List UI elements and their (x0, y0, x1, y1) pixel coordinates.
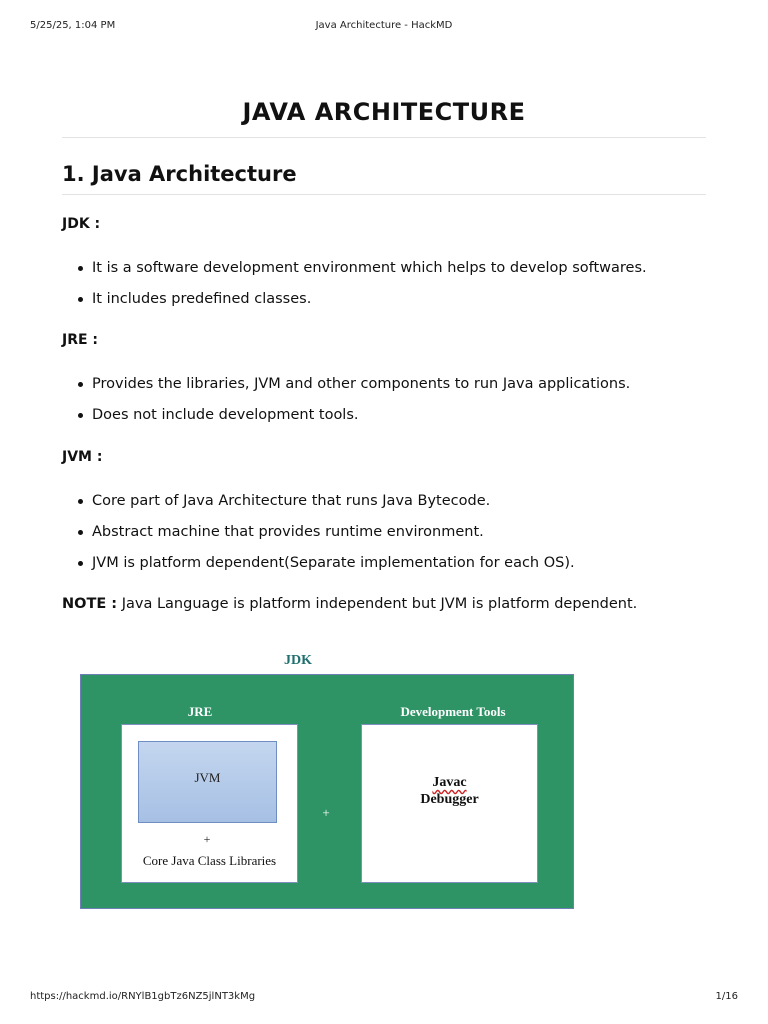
diagram-title-jdk: JDK (284, 653, 312, 668)
bullet-icon (78, 297, 83, 302)
note-paragraph (62, 596, 637, 612)
jvm-box-label: JVM (194, 770, 221, 785)
bullet-icon (78, 530, 83, 535)
title-divider (62, 137, 706, 138)
list-item (62, 522, 575, 553)
javac-label: Javac (432, 775, 467, 790)
jdk-label: JDK : (62, 216, 101, 232)
print-footer (30, 991, 738, 1005)
bullet-icon (78, 499, 83, 504)
javac-line (361, 773, 538, 791)
page-number: 1/16 (715, 991, 738, 1002)
bullet-icon (78, 266, 83, 271)
section-title: 1. Java Architecture (62, 162, 297, 186)
list-item-text: Abstract machine that provides runtime environment. (92, 524, 484, 540)
core-libraries-label: Core Java Class Libraries (142, 853, 277, 868)
list-item-text: JVM is platform dependent(Separate implementation for each OS). (92, 555, 575, 571)
bullet-icon (78, 382, 83, 387)
print-datetime: 5/25/25, 1:04 PM (30, 20, 116, 31)
plus-sign-between: + (322, 805, 330, 820)
jre-list (62, 374, 630, 436)
debugger-label: Debugger (420, 792, 479, 807)
jre-box-label: JRE (187, 704, 213, 719)
list-item (62, 553, 575, 584)
jvm-label: JVM : (62, 449, 103, 465)
list-item-text: It includes predefined classes. (92, 291, 312, 307)
plus-sign-jre: + (203, 832, 211, 846)
print-header (30, 20, 738, 34)
list-item (62, 258, 647, 289)
print-page-title: Java Architecture - HackMD (315, 20, 453, 31)
list-item (62, 405, 630, 436)
list-item-text: It is a software development environment which helps to develop softwares. (92, 260, 647, 276)
list-item (62, 374, 630, 405)
bullet-icon (78, 413, 83, 418)
dev-tools-box-label: Development Tools (400, 704, 506, 719)
page-url: https://hackmd.io/RNYlB1gbTz6NZ5jlNT3kMg (30, 991, 256, 1002)
list-item (62, 289, 647, 320)
bullet-icon (78, 561, 83, 566)
jdk-list (62, 258, 647, 320)
list-item-text: Core part of Java Architecture that runs Java Bytecode. (92, 493, 491, 509)
jre-label: JRE : (62, 332, 99, 348)
list-item-text: Does not include development tools. (92, 407, 359, 423)
document-title: JAVA ARCHITECTURE (242, 98, 526, 126)
list-item (62, 491, 575, 522)
note-label: NOTE : (62, 596, 118, 612)
jvm-list (62, 491, 575, 584)
section-divider (62, 194, 706, 195)
note-text: Java Language is platform independent but JVM is platform dependent. (117, 596, 638, 612)
list-item-text: Provides the libraries, JVM and other components to run Java applications. (92, 376, 631, 392)
